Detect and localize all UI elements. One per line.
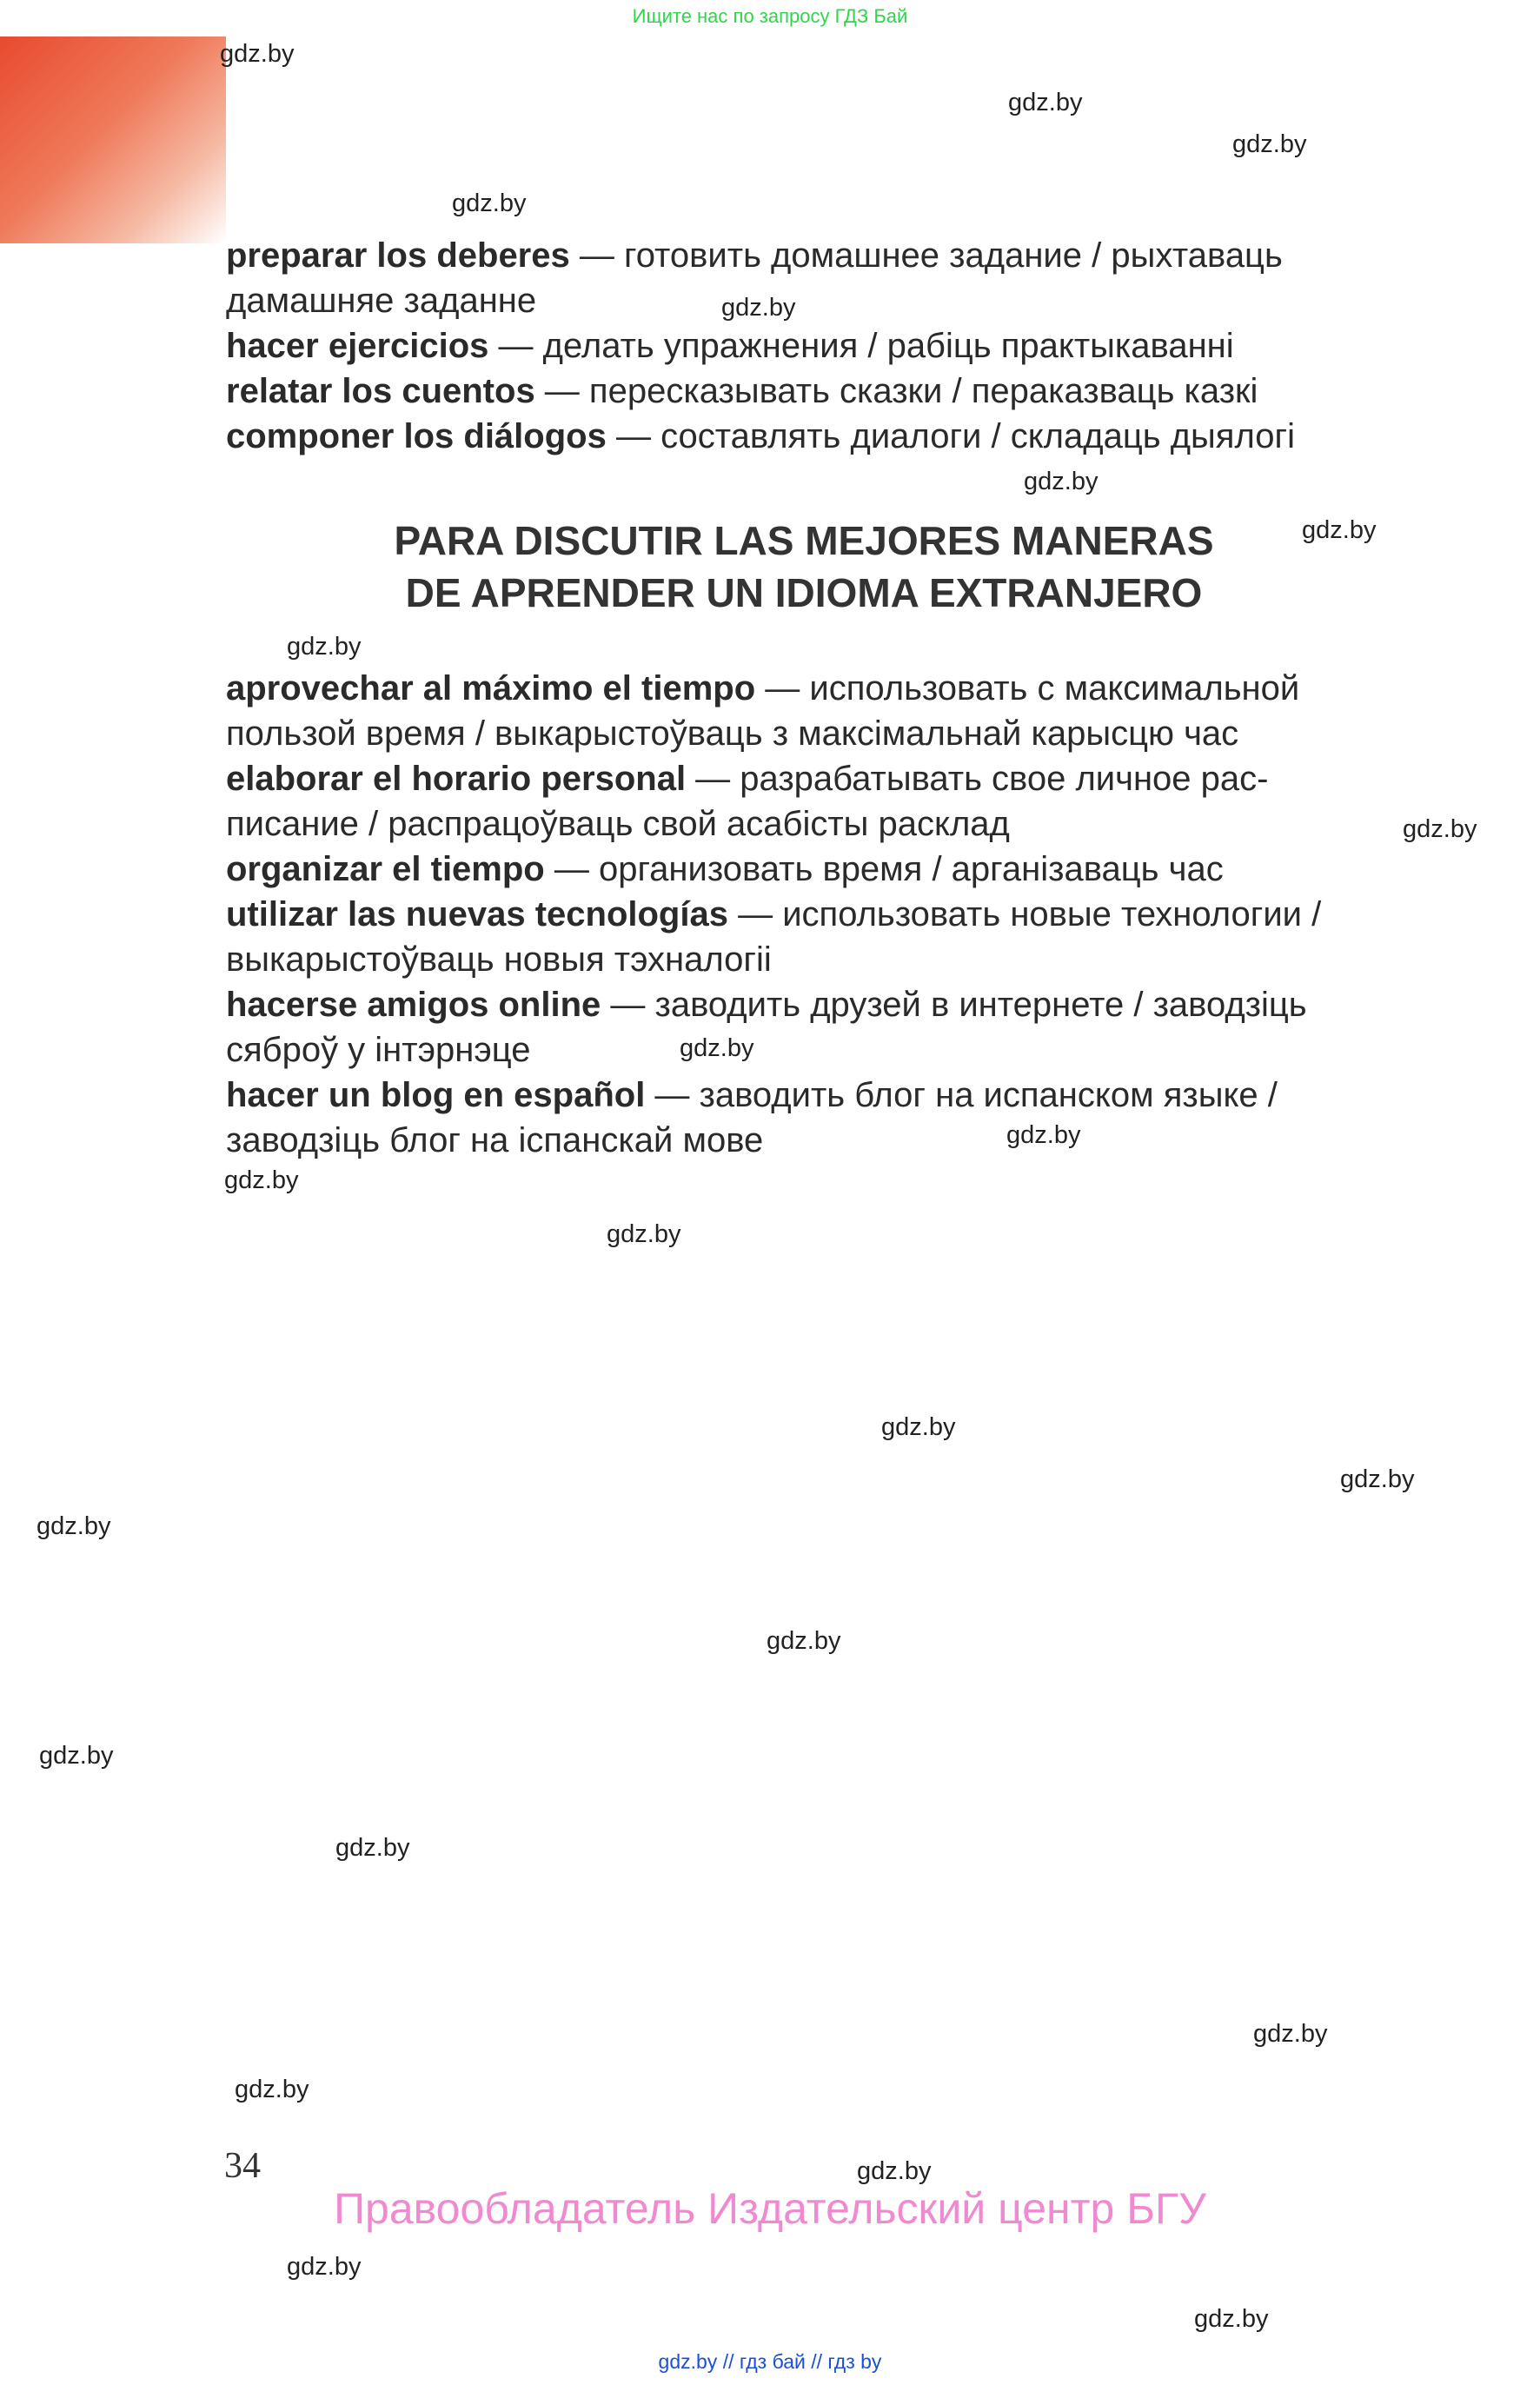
vocab-translation: — разрабатывать свое личное рас-писание / распрацоўваць свой асабісты расклад [226,760,1269,843]
watermark: gdz.by [335,1834,410,1862]
vocab-item [226,1073,1382,1163]
watermark: gdz.by [452,189,527,217]
vocab-term: hacer ejercicios [226,327,489,365]
vocab-item [226,323,1382,369]
vocab-item [226,666,1382,756]
watermark: gdz.by [235,2076,309,2103]
watermark: gdz.by [220,40,295,68]
rights-holder-notice: Правообладатель Издательский центр БГУ [334,2184,1206,2233]
vocab-translation: — заводить блог на испанском языке / заводзіць блог на іспанскай мове [226,1076,1278,1159]
watermark: gdz.by [1232,130,1307,158]
watermark: gdz.by [680,1034,754,1062]
vocab-term: aprovechar al máximo el tiempo [226,669,756,708]
page-number: 34 [224,2146,261,2186]
watermark: gdz.by [607,1220,681,1248]
vocab-term: organizar el tiempo [226,850,545,888]
watermark: gdz.by [1194,2305,1269,2333]
vocab-term: elaborar el horario personal [226,760,687,798]
watermark: gdz.by [1024,468,1099,495]
watermark: gdz.by [39,1742,114,1770]
vocab-item [226,847,1382,892]
watermark: gdz.by [1006,1121,1081,1149]
vocab-item [226,892,1382,982]
watermark: gdz.by [287,633,362,661]
vocab-item [226,233,1382,323]
watermark: gdz.by [881,1413,956,1441]
top-banner: Ищите нас по запросу ГДЗ Бай [632,5,908,27]
vocab-translation: — заводить друзей в интернете / заводзіць сяброў у інтэрнэце [226,986,1307,1069]
section-heading-line-2: DE APRENDER UN IDIOMA EXTRANJERO [405,570,1203,615]
vocab-item [226,414,1382,459]
watermark: gdz.by [721,294,796,322]
vocab-translation: — делать упражнения / рабіць практыкаванні [488,327,1234,365]
vocab-translation: — составлять диалоги / складаць дыялогі [606,417,1295,455]
vocab-translation: — использовать с максимальной пользой время / выкарыстоўваць з максімальнай карысцю час [226,669,1300,753]
vocab-translation: — готовить домашнее задание / рыхтаваць дамашняе заданне [226,236,1283,320]
vocab-translation: — пересказывать сказки / пераказваць казкі [534,372,1258,410]
watermark: gdz.by [857,2157,932,2185]
vocab-term: utilizar las nuevas tecnologías [226,895,728,933]
watermark: gdz.by [1008,89,1083,116]
vocab-item [226,756,1382,847]
vocab-translation: — использовать новые технологии / выкарыстоўваць новыя тэхналогіі [226,895,1322,979]
vocab-term: componer los diálogos [226,417,607,455]
watermark: gdz.by [287,2253,362,2281]
vocab-term: hacerse amigos online [226,986,601,1024]
vocab-term: hacer un blog en español [226,1076,646,1114]
vocab-translation: — организовать время / арганізаваць час [544,850,1224,888]
watermark: gdz.by [767,1627,841,1655]
vocab-term: preparar los deberes [226,236,570,275]
section-heading-line-1: PARA DISCUTIR LAS MEJORES MANERAS [394,518,1214,563]
watermark: gdz.by [1253,2020,1328,2048]
watermark: gdz.by [1340,1465,1415,1493]
watermark: gdz.by [1302,516,1377,544]
corner-decoration [0,37,226,243]
watermark: gdz.by [37,1512,111,1540]
bottom-links[interactable]: gdz.by // гдз бай // гдз by [658,2350,882,2373]
vocab-term: relatar los cuentos [226,372,535,410]
vocab-item [226,982,1382,1073]
watermark: gdz.by [224,1166,299,1194]
watermark: gdz.by [1403,815,1477,843]
vocab-item [226,369,1382,414]
